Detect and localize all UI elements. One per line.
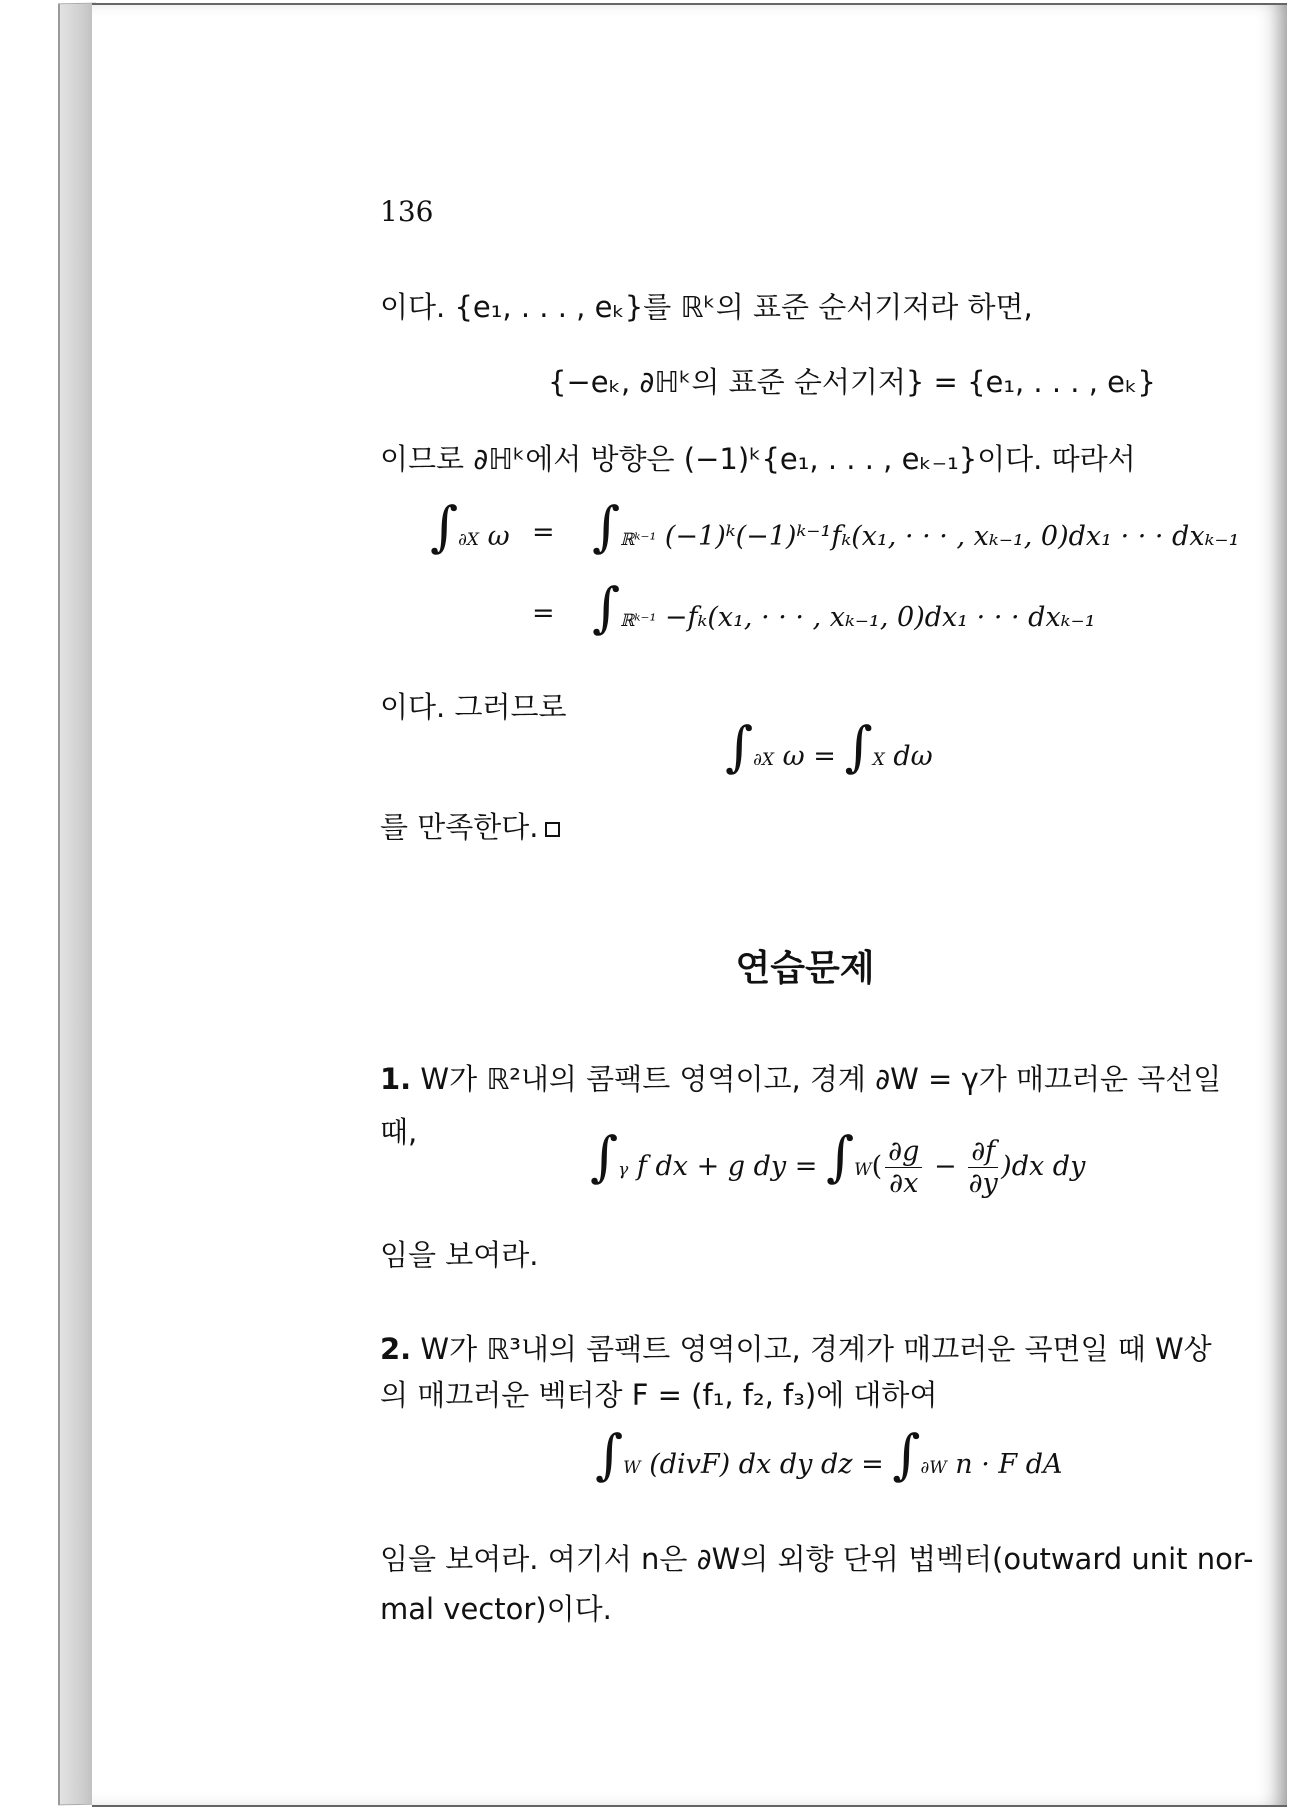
frac2-num: ∂f	[968, 1136, 998, 1168]
eq2-line2-sub: ℝᵏ⁻¹	[620, 611, 657, 631]
problem-2-conclusion-2: mal vector)이다.	[380, 1592, 612, 1626]
page-number: 136	[380, 195, 434, 228]
problem-1-number: 1.	[380, 1062, 412, 1096]
integral-sign: ∫	[725, 715, 754, 778]
frac1-num: ∂g	[885, 1136, 922, 1168]
section-title: 연습문제	[735, 948, 875, 989]
paragraph-1: 이다. {e₁, . . . , eₖ}를 ℝᵏ의 표준 순서기저라 하면,	[380, 290, 1033, 324]
eq2-lhs	[430, 495, 510, 558]
problem-1-text-2: 때,	[380, 1115, 418, 1149]
qed-square-icon	[545, 822, 560, 837]
p1-eq-sub-left: γ	[618, 1160, 629, 1180]
eq3-sub-left: ∂X	[753, 750, 775, 770]
integral-sign: ∫	[592, 576, 621, 639]
p1-eq-tail: )dx dy	[1001, 1151, 1086, 1182]
equation-basis: {−eₖ, ∂ℍᵏ의 표준 순서기저} = {e₁, . . . , eₖ}	[548, 365, 1156, 399]
problem-1-line-1	[380, 1057, 1221, 1098]
book-spine	[58, 3, 96, 1806]
eq3-sub-right: X	[872, 750, 885, 770]
integral-sign: ∫	[590, 1125, 619, 1188]
p2-eq-sub-left: W	[623, 1458, 641, 1478]
paragraph-2: 이므로 ∂ℍᵏ에서 방향은 (−1)ᵏ{e₁, . . . , eₖ₋₁}이다. 따라서	[380, 442, 1136, 476]
frac1-den: ∂x	[889, 1168, 919, 1199]
eq3-body-right: dω	[893, 741, 933, 772]
problem-1-equation: ∫γ f dx + g dy = ∫W( $\frac{\partial g}{\partial x}$ − $\frac{\partial f}{\partial y}$ )dx dy	[590, 1125, 1086, 1199]
integral-sign: ∫	[844, 715, 873, 778]
fraction-df-dy	[968, 1136, 998, 1199]
eq2-line1-body: (−1)ᵏ(−1)ᵏ⁻¹fₖ(x₁, · · · , xₖ₋₁, 0)dx₁ · · · dxₖ₋₁	[664, 521, 1240, 552]
eq2-equal-1: =	[532, 517, 555, 548]
fraction-dg-dx	[885, 1136, 922, 1199]
p2-eq-right: n · F dA	[955, 1449, 1063, 1480]
eq2-rhs-2	[592, 576, 1096, 639]
eq2-lhs-sub: ∂X	[458, 530, 480, 550]
integral-sign: ∫	[825, 1125, 855, 1188]
problem-2-conclusion-1: 임을 보여라. 여기서 n은 ∂W의 외향 단위 법벡터(outward unit nor-	[380, 1542, 1254, 1576]
eq2-equal-2: =	[532, 598, 555, 629]
eq3-body-left: ω =	[782, 741, 836, 772]
eq2-lhs-body: ω	[487, 521, 510, 552]
paragraph-4	[380, 805, 560, 846]
paragraph-4-text: 를 만족한다.	[380, 810, 539, 844]
paragraph-3: 이다. 그러므로	[380, 690, 567, 724]
problem-2-number: 2.	[380, 1332, 412, 1366]
problem-2-equation	[595, 1423, 1063, 1486]
p2-eq-left: (divF) dx dy dz =	[649, 1449, 884, 1480]
integral-sign: ∫	[430, 495, 459, 558]
p2-eq-sub-right: ∂W	[920, 1458, 947, 1478]
eq2-line1-sub: ℝᵏ⁻¹	[620, 530, 657, 550]
problem-2-text-2: 의 매끄러운 벡터장 F = (f₁, f₂, f₃)에 대하여	[380, 1378, 938, 1412]
p1-eq-sub-right: W	[854, 1160, 872, 1180]
problem-1-text-1: W가 ℝ²내의 콤팩트 영역이고, 경계 ∂W = γ가 매끄러운 곡선일	[420, 1062, 1222, 1096]
p1-eq-left: f dx + g dy =	[636, 1151, 818, 1182]
integral-sign: ∫	[592, 495, 621, 558]
eq2-rhs-1	[592, 495, 1240, 558]
eq2-line2-body: −fₖ(x₁, · · · , xₖ₋₁, 0)dx₁ · · · dxₖ₋₁	[664, 602, 1096, 633]
integral-sign: ∫	[595, 1423, 624, 1486]
integral-sign: ∫	[892, 1423, 921, 1486]
frac2-den: ∂y	[968, 1168, 998, 1199]
equation-stokes	[725, 715, 933, 778]
page-sheet	[92, 3, 1287, 1807]
problem-2-line-1	[380, 1327, 1212, 1368]
problem-1-conclusion: 임을 보여라.	[380, 1238, 539, 1272]
problem-2-text-1: W가 ℝ³내의 콤팩트 영역이고, 경계가 매끄러운 곡면일 때 W상	[420, 1332, 1212, 1366]
